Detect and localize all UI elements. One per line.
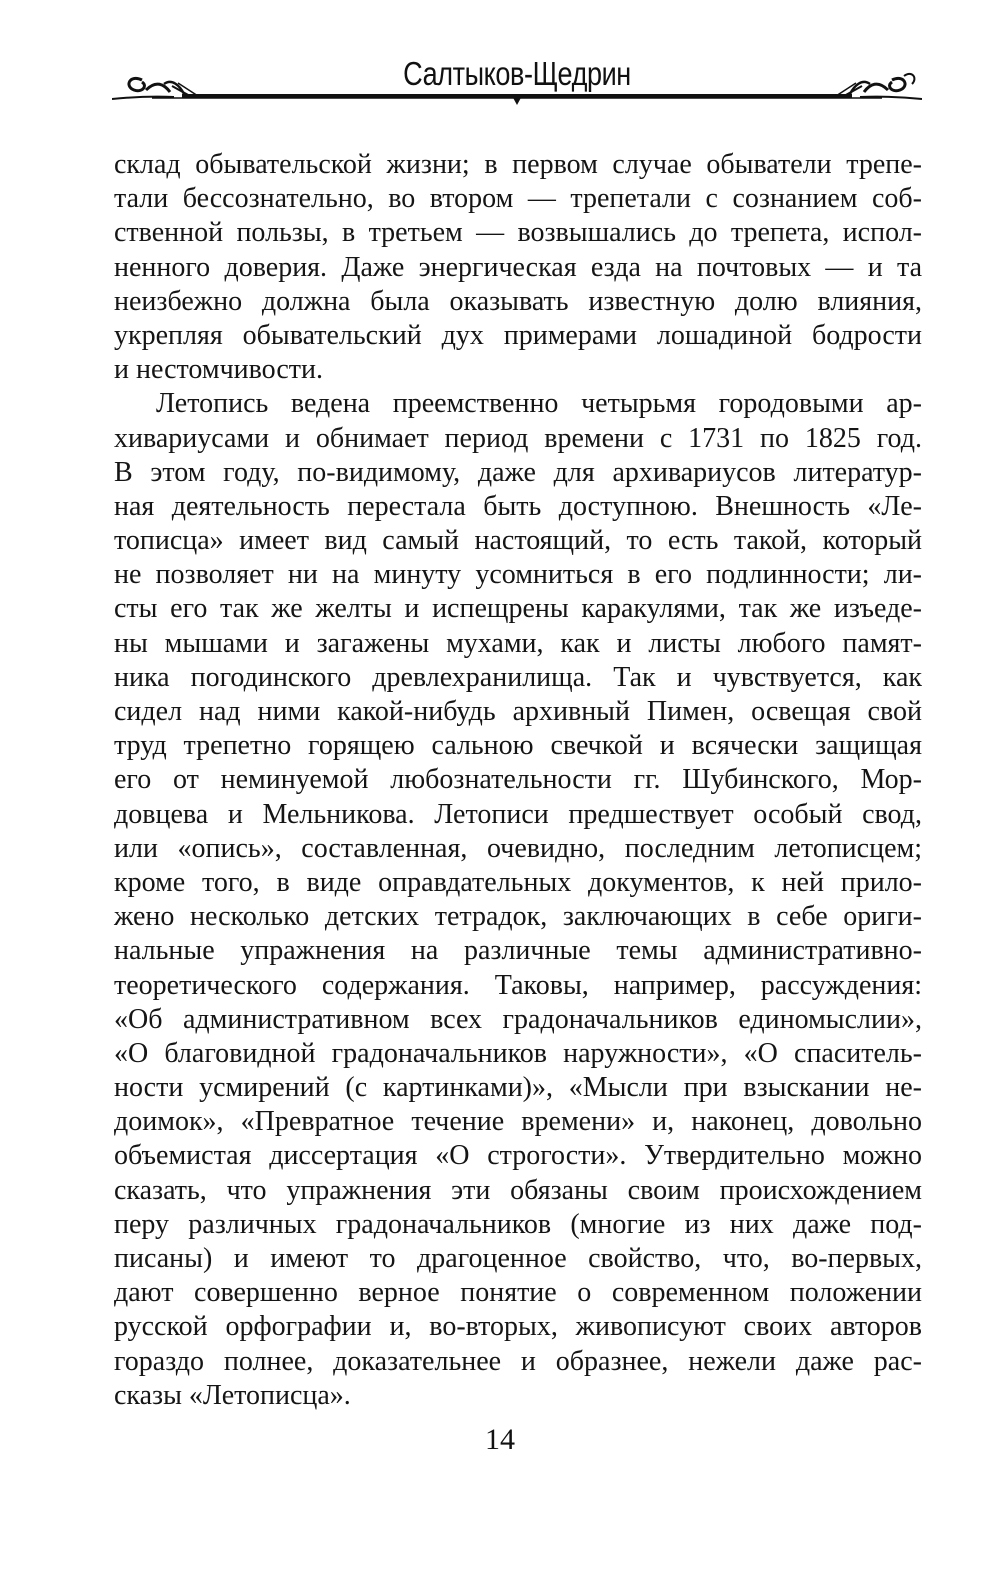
body-text: [114, 148, 922, 1413]
text-line: дают совершенно верное понятие о современном положении: [114, 1277, 922, 1309]
text-line: «О благовидной градоначальников наружности», «О спаситель-: [114, 1037, 922, 1069]
text-line: сказы «Летописца».: [114, 1379, 351, 1411]
text-line: хивариусами и обнимает период времени с 1731 по 1825 год.: [114, 422, 922, 454]
text-line: сказать, что упражнения эти обязаны своим происхождением: [114, 1174, 922, 1206]
text-line: гораздо полнее, доказательнее и образнее, нежели даже рас-: [114, 1345, 922, 1377]
text-line: ности усмирений (с картинками)», «Мысли при взыскании не-: [114, 1072, 922, 1104]
text-line: ника погодинского древлехранилища. Так и чувствуется, как: [114, 661, 922, 693]
text-line: или «опись», составленная, очевидно, последним летописцем;: [114, 832, 922, 864]
paragraph: [114, 387, 922, 1413]
paragraph: [114, 148, 922, 387]
text-line: В этом году, по-видимому, даже для архивариусов литератур-: [114, 456, 922, 488]
text-line: ны мышами и загажены мухами, как и листы любого памят-: [114, 627, 922, 659]
text-line: сты его так же желты и испещрены каракулями, так же изъеде-: [114, 593, 922, 625]
text-line: его от неминуемой любознательности гг. Шубинского, Мор-: [114, 764, 922, 796]
text-line: тописца» имеет вид самый настоящий, то есть такой, который: [114, 525, 922, 557]
running-header: [112, 50, 922, 110]
text-line: ственной пользы, в третьем — возвышались до трепета, испол-: [114, 217, 922, 249]
text-line: Летопись ведена преемственно четырьмя городовыми ар-: [156, 388, 922, 420]
text-line: склад обывательской жизни; в первом случае обыватели трепе-: [114, 149, 922, 180]
header-title: Салтыков-Щедрин: [403, 55, 631, 92]
text-line: нальные упражнения на различные темы административно-: [114, 935, 922, 967]
text-line: ненного доверия. Даже энергическая езда на почтовых — и та: [114, 251, 922, 283]
text-line: теоретического содержания. Таковы, например, рассуждения:: [114, 969, 922, 1001]
text-line: неизбежно должна была оказывать известную долю влияния,: [114, 285, 922, 317]
text-line: не позволяет ни на минуту усомниться в его подлинности; ли-: [114, 559, 922, 591]
text-line: укрепляя обывательский дух примерами лошадиной бодрости: [114, 319, 922, 351]
text-line: жено несколько детских тетрадок, заключающих в себе ориги-: [114, 901, 922, 933]
text-line: объемистая диссертация «О строгости». Утвердительно можно: [114, 1140, 922, 1172]
text-line: ная деятельность перестала быть доступною. Внешность «Ле-: [114, 490, 922, 522]
text-line: сидел над ними какой-нибудь архивный Пимен, освещая свой: [114, 696, 922, 727]
text-line: тали бессознательно, во втором — трепетали с сознанием соб-: [114, 183, 922, 215]
text-line: труд трепетно горящею сальною свечкой и всячески защищая: [114, 730, 922, 762]
text-line: кроме того, в виде оправдательных документов, к ней прило-: [114, 866, 922, 898]
text-line: «Об административном всех градоначальников единомыслии»,: [114, 1003, 922, 1035]
text-line: довцева и Мельникова. Летописи предшествует особый свод,: [114, 798, 922, 830]
text-line: и нестомчивости.: [114, 354, 324, 386]
page-number: 14: [485, 1423, 515, 1456]
text-line: перу различных градоначальников (многие из них даже под-: [114, 1208, 922, 1240]
text-line: русской орфографии и, во-вторых, живописуют своих авторов: [114, 1311, 922, 1343]
text-line: писаны) и имеют то драгоценное свойство, что, во-первых,: [114, 1243, 922, 1274]
text-line: доимок», «Превратное течение времени» и, наконец, довольно: [114, 1106, 922, 1138]
